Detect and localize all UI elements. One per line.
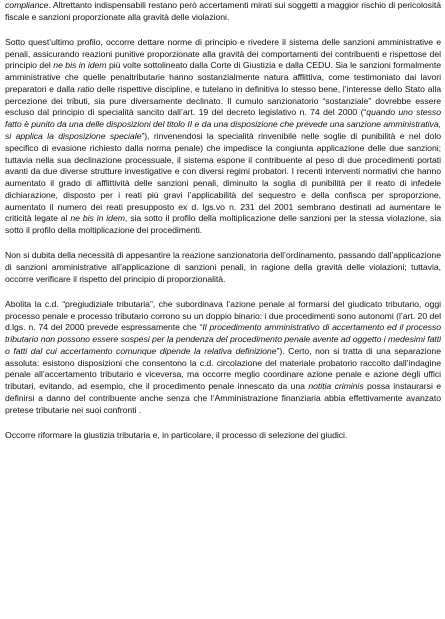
text-run: ”), rinvenendosi la specialità rinvenibile nelle soglie di punibilità e nel dolo specifico di evasione richiesto dalla norma penale) che impedisce la congiunta applicazione delle due sanzioni; tuttavia nella sua declinazione processuale, il sistema espone il contribuente al peso di due procedimenti portati avanti da due diverse strutture investigative e con diversi regimi probatori. I recenti interventi normativi che hanno aumentato il grado di afflittività delle sanzioni penali, diminuito la soglia di punibilità per il reato di infedele dichiarazione, disposto per i reati più gravi l’applicabilità del sequestro e della confisca per sproporzione, aumentato il numero dei reati presupposto ex d. lgs.vo n. 231 del 2001 sembrano destinati ad aumentare le criticità legate al (5, 131, 442, 224)
document-body (5, 0, 441, 442)
italic-text-run: quando uno stesso fatto è punito da una delle disposizioni del titolo II e da una disposizione che prevede una sanzione amministrativa, si applica la disposizione speciale (5, 107, 441, 141)
italic-text-run: ne bis in idem (53, 60, 107, 71)
italic-text-run: Il procedimento amministrativo di accertamento ed il processo tributario non possono essere sospesi per la pendenza del procedimento penale avente ad oggetto i medesimi fatti o fatti dal cui accertamento comunque dipende la relativa definizione (5, 322, 441, 356)
text-run: Abolita la c.d. “pregiudiziale tributaria”, che subordinava l’azione penale al formarsi del giudicato tributario, oggi processo penale e processo tributario corrono su un doppio binario: i due procedimenti sono autonomi (l’art. 20 del d.lgs. n. 74 del 2000 prevede espressamente che “ (5, 298, 441, 333)
text-run: Non si dubita della necessità di appesantire la reazione sanzionatoria dell’ordinamento, passando dall’applicazione di sanzioni amministrative all’applicazione di sanzioni penali, in ragione della gravità delle violazioni; tuttavia, occorre verificare il rispetto del principio di proporzionalità. (5, 250, 441, 284)
text-run: , sia sotto il profilo della moltiplicazione delle sanzioni per la stessa violazione, sia sotto il profilo della moltiplicazione dei procedimenti. (5, 213, 442, 236)
text-run: Sotto quest’ultimo profilo, occorre dettare norme di principio e rivedere il sistema delle sanzioni amministrative e penali, assicurando reazioni punitive proporzionate alla gravità dei comportamenti dei contribuenti e rispettose del principio del (5, 36, 441, 71)
text-run: possa instaurarsi e definirsi a danno del contribuente anche senza che l’Amministrazione finanziaria abbia effettivamente avanzato pretese tributarie nei suoi confronti . (5, 381, 441, 415)
text-run: delle rispettive discipline, e tutelano in definitiva lo stesso bene, l’interesse dello Stato alla percezione dei tributi, sia pure diversamente declinato. Il cumulo sanzionatorio “sostanziale” dovrebbe essere escluso dal principio di specialità sancito dall’art. 19 del decreto legislativo n. 74 del 2000 (“ (5, 83, 441, 118)
italic-text-run: ne bis in idem (70, 213, 125, 224)
text-run: Occorre riformare la giustizia tributaria e, in particolare, il processo di selezione dei giudici. (5, 430, 348, 441)
text-run: più volte sottolineato dalla Corte di Giustizia e dalla CEDU. Sia le sanzioni formalmente amministrative che quelle penaltributarie hanno sostanzialmente natura afflittiva, come testimoniato dai lavori preparatori e dalla (5, 60, 441, 94)
italic-text-run: notitia criminis (308, 381, 364, 392)
paragraph-proporzionalita (5, 250, 441, 285)
text-run: ”). Certo, non si tratta di una separazione assoluta: esistono disposizioni che consentono la c.d. circolazione del materiale probatorio raccolto dall’indagine penale all’accertamento tributario e viceversa, ma occorre meglio coordinare azione penale e azione degli uffici tributari, evitando, ad esempio, che il procedimento penale innescato da una (5, 345, 441, 392)
paragraph-compliance (5, 0, 441, 24)
italic-text-run: ratio (77, 83, 95, 94)
paragraph-giustizia-tributaria (5, 430, 441, 442)
text-run: . Altrettanto indispensabili restano però accertamenti mirati sui soggetti a maggior rischio di pericolosità fiscale e sanzioni proporzionate alla gravità delle violazioni. (5, 0, 441, 22)
paragraph-pregiudiziale-tributaria (5, 299, 441, 417)
italic-text-run: compliance (5, 0, 49, 10)
paragraph-sanzioni (5, 37, 441, 237)
